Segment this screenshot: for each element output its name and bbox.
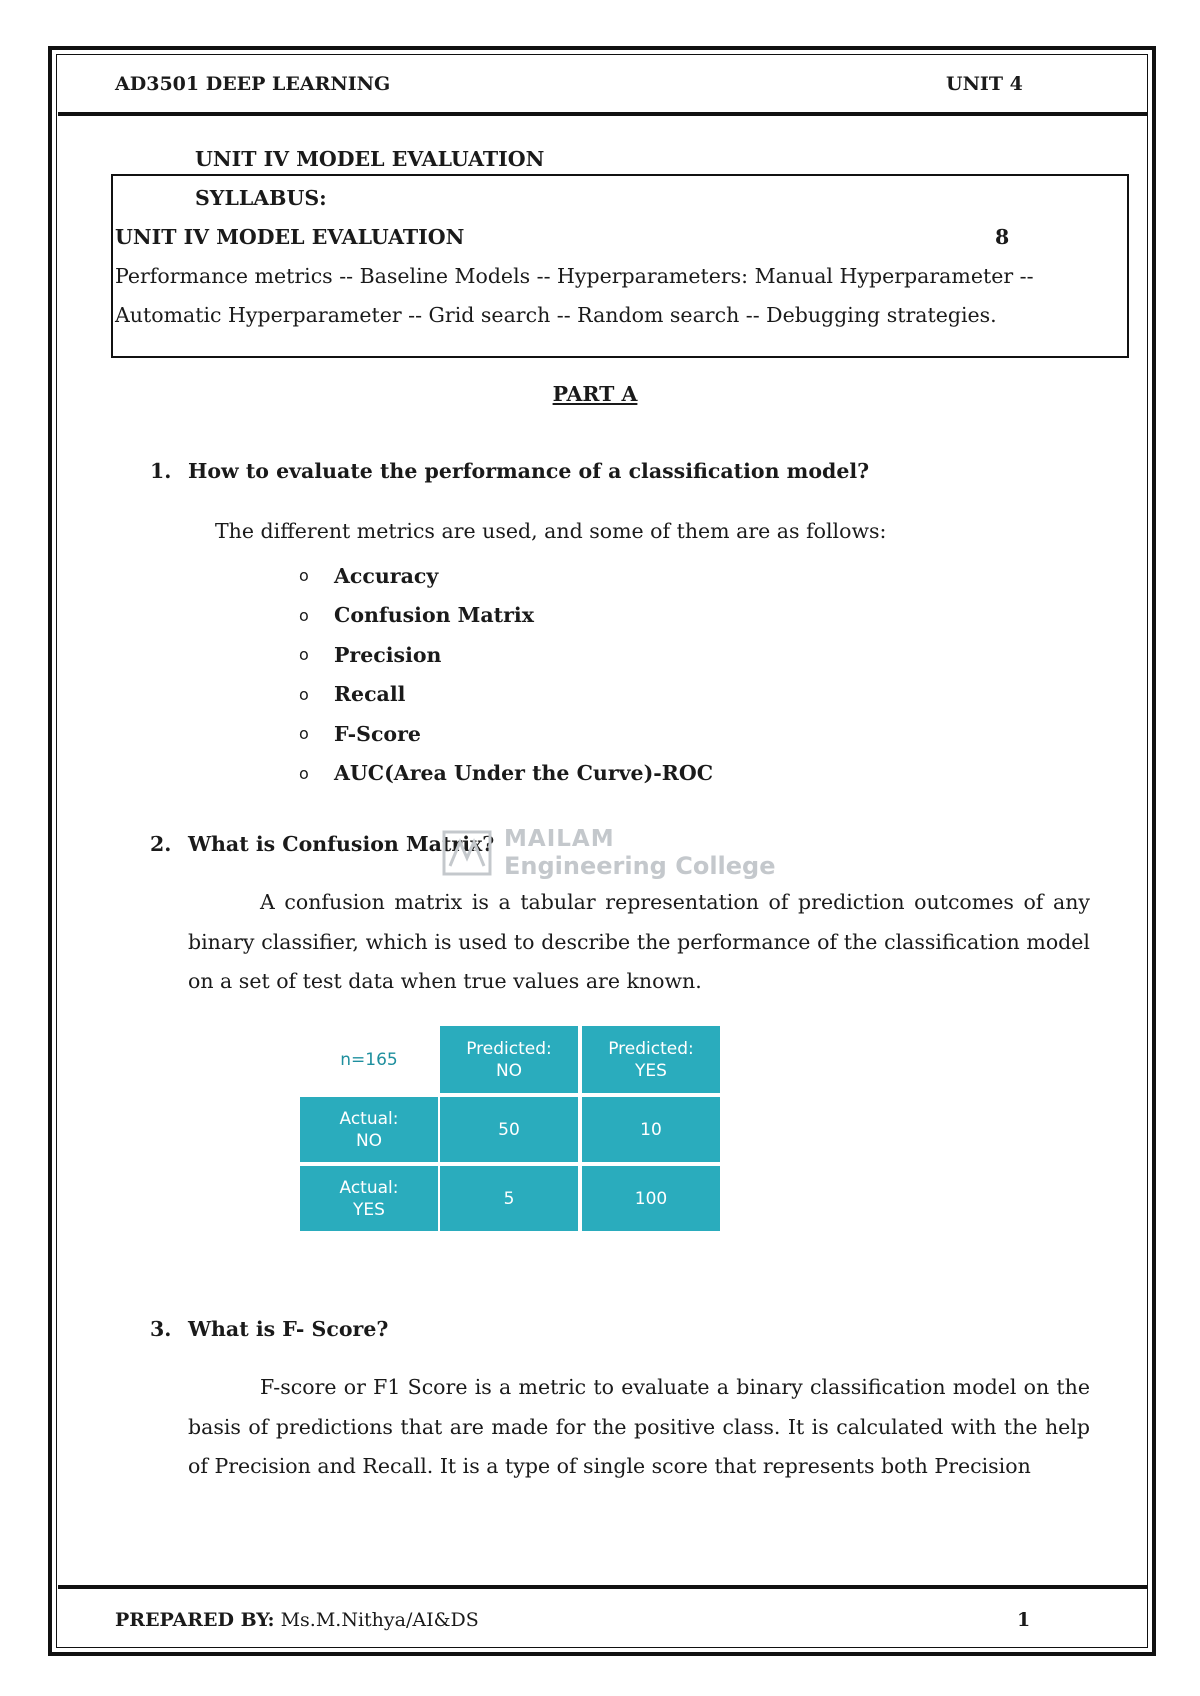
list-item	[299, 556, 713, 596]
cm-row-header-line-1: Actual:	[339, 1177, 399, 1198]
syllabus-line-1: Performance metrics -- Baseline Models -- Hyperparameters: Manual Hyperparameter --	[115, 264, 1034, 288]
list-item-text: Precision	[334, 642, 442, 667]
cm-cell-yes-yes: 100	[582, 1166, 720, 1231]
question-1	[150, 459, 869, 483]
syllabus-line-2: Automatic Hyperparameter -- Grid search -- Random search -- Debugging strategies.	[115, 303, 997, 327]
question-number: 1.	[150, 459, 172, 483]
confusion-matrix	[300, 1026, 720, 1231]
header-rule	[58, 112, 1148, 116]
footer-author: Ms.M.Nithya/AI&DS	[280, 1609, 479, 1631]
footer-label: PREPARED BY:	[115, 1609, 275, 1631]
list-item-text: Confusion Matrix	[334, 603, 534, 628]
list-item-text: Accuracy	[334, 563, 439, 588]
question-3	[150, 1317, 388, 1341]
list-item-text: AUC(Area Under the Curve)-ROC	[334, 761, 714, 786]
watermark	[440, 826, 776, 880]
list-item	[299, 675, 713, 715]
watermark-line-2: Engineering College	[504, 852, 776, 880]
list-item	[299, 596, 713, 636]
cm-col-header-no	[440, 1026, 578, 1093]
q1-intro: The different metrics are used, and some of them are as follows:	[215, 519, 887, 543]
cm-cell-yes-no: 5	[440, 1166, 578, 1231]
question-text: How to evaluate the performance of a classification model?	[188, 459, 870, 483]
college-logo-icon	[440, 828, 494, 878]
bullet-marker: o	[299, 684, 309, 704]
cm-row-header-line-2: YES	[353, 1199, 385, 1220]
bullet-marker: o	[299, 566, 309, 586]
cm-col-header-line-2: NO	[495, 1060, 523, 1081]
watermark-line-1: MAILAM	[504, 826, 615, 852]
list-item	[299, 754, 713, 794]
unit-title: UNIT IV MODEL EVALUATION	[195, 147, 545, 171]
question-number: 3.	[150, 1317, 172, 1341]
q2-answer: A confusion matrix is a tabular representation of prediction outcomes of any binary classifier, which is used to describe the performance of the classification model on a set of test data when true values are known.	[188, 890, 1090, 993]
question-text: What is Confusion Matrix?	[188, 832, 495, 856]
question-text: What is F- Score?	[188, 1317, 389, 1341]
syllabus-hours: 8	[995, 225, 1010, 249]
bullet-marker: o	[299, 605, 309, 625]
cm-corner-label: n=165	[340, 1049, 398, 1070]
cm-col-header-line-1: Predicted:	[608, 1038, 694, 1059]
header-unit: UNIT 4	[946, 73, 1023, 95]
metrics-list	[299, 556, 713, 793]
cm-row-header-line-2: NO	[355, 1130, 383, 1151]
footer-prepared-by	[115, 1609, 479, 1631]
cm-cell-no-no: 50	[440, 1097, 578, 1162]
cm-row-header-line-1: Actual:	[339, 1108, 399, 1129]
cm-col-header-line-1: Predicted:	[466, 1038, 552, 1059]
question-number: 2.	[150, 832, 172, 856]
bullet-marker: o	[299, 645, 309, 665]
list-item-text: Recall	[334, 682, 406, 707]
syllabus-heading: SYLLABUS:	[195, 186, 327, 210]
cm-col-header-line-2: YES	[635, 1060, 667, 1081]
cm-cell-no-yes: 10	[582, 1097, 720, 1162]
footer-rule	[58, 1585, 1148, 1589]
bullet-marker: o	[299, 763, 309, 783]
bullet-marker: o	[299, 724, 309, 744]
page-number: 1	[1017, 1609, 1031, 1631]
list-item	[299, 714, 713, 754]
header-course: AD3501 DEEP LEARNING	[115, 73, 391, 95]
cm-row-header-no	[300, 1097, 438, 1162]
part-title: PART A	[552, 382, 638, 406]
cm-row-header-yes	[300, 1166, 438, 1231]
list-item	[299, 635, 713, 675]
cm-col-header-yes	[582, 1026, 720, 1093]
list-item-text: F-Score	[334, 721, 421, 746]
q3-answer: F-score or F1 Score is a metric to evaluate a binary classification model on the basis of predictions that are made for the positive class. It is calculated with the help of Precision and Recall. It is a type of single score that represents both Precision	[188, 1375, 1090, 1478]
syllabus-unit-line: UNIT IV MODEL EVALUATION	[115, 225, 465, 249]
